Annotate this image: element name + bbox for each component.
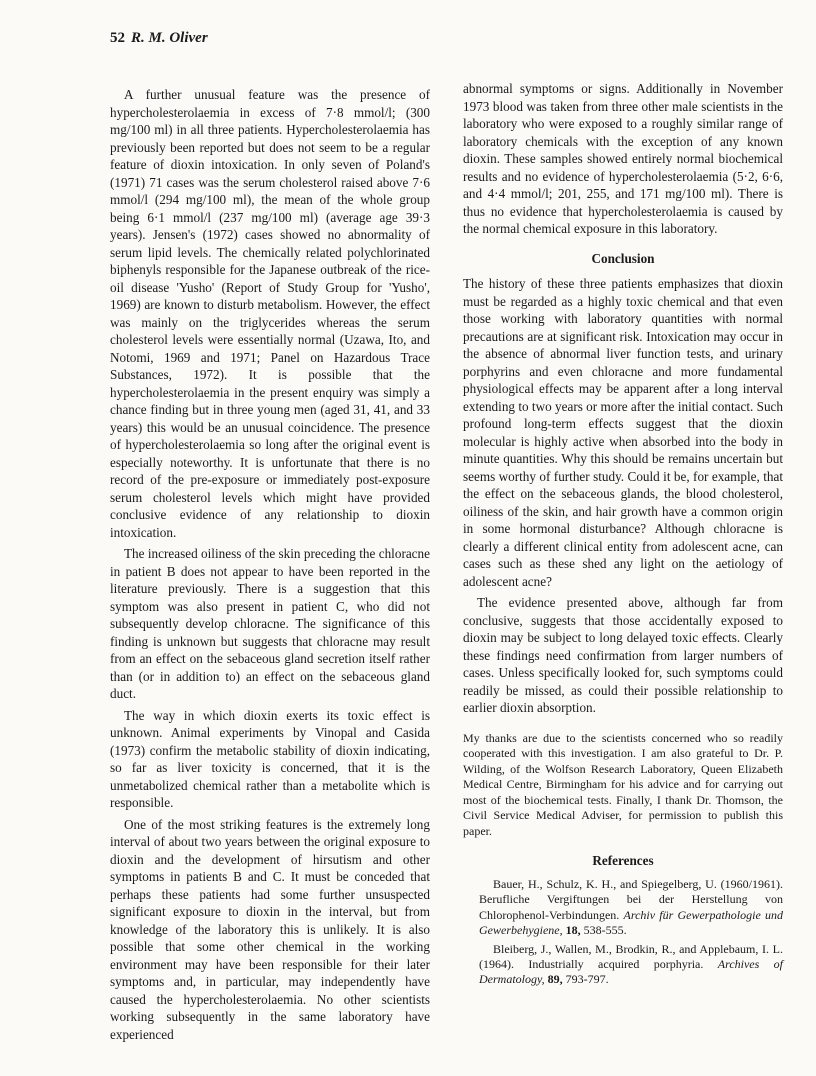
paragraph-conclusion-2: The evidence presented above, although far from conclusive, suggests that those accidentally exposed to dioxin may be subject to long delayed toxic effects. Clearly these findings need confirmation from larger numbers of cases. Unless specifically looked for, such symptoms could readily be missed, as could their possible relationship to earlier dioxin absorption. bbox=[463, 595, 783, 715]
paragraph-long-interval: One of the most striking features is the extremely long interval of about two years between the original exposure to dioxin and the development of hirsutism and other symptoms in patients B and C. It must be conceded that perhaps these patients had some further unsuspected significant exposure to dioxin in the interval, but from knowledge of the laboratory this is unlikely. It is also possible that some other chemical in the working environment may have been responsible for their later symptoms and, in particular, may independently have caused the hypercholesterolaemia. No other scientists working subsequently in the same laboratory have experienced bbox=[110, 816, 430, 1042]
paragraph-continuation: abnormal symptoms or signs. Additionally in November 1973 blood was taken from three other male scientists in the laboratory who were exposed to a roughly similar range of laboratory chemicals with the exception of any known dioxin. These samples showed entirely normal biochemical results and no evidence of hypercholesterolaemia (5·2, 6·6, and 4·4 mmol/l; 201, 255, and 171 mg/100 ml). There is thus no evidence that hypercholesterolaemia is caused by the normal chemical exposure in this laboratory. bbox=[463, 81, 783, 236]
running-head-author: R. M. Oliver bbox=[131, 30, 208, 46]
paragraph-conclusion-1: The history of these three patients emphasizes that dioxin must be regarded as a highly toxic chemical and that even those working with laboratory quantities with normal precautions are at significant risk. Intoxication may occur in the absence of abnormal liver function tests, and urinary porphyrins and even chloracne and more fundamental physiological effects may be apparent after a long interval extending to two years or more after the initial contact. Such profound long-term effects suggest that the dioxin molecular is highly active when absorbed into the body in minute quantities. Why this should be remains uncertain but seems worthy of further study. Could it be, for example, that the effect on the sebaceous glands, the blood cholesterol, oiliness of the skin, and hair growth have a common origin in some hormonal disturbance? Although chloracne is clearly a different clinical entity from adolescent acne, can cases such as these shed any light on the aetiology of adolescent acne? bbox=[463, 276, 783, 589]
conclusion-heading: Conclusion bbox=[591, 250, 655, 266]
reference-item: Bleiberg, J., Wallen, M., Brodkin, R., and Applebaum, I. L. (1964). Industrially acquired porphyria. Archives of Dermatology, 89, 793-797. bbox=[479, 941, 784, 987]
references-list bbox=[463, 877, 783, 987]
right-column bbox=[463, 80, 783, 992]
paragraph-hypercholesterolaemia: A further unusual feature was the presence of hypercholesterolaemia in excess of 7·8 mmol/l; (300 mg/100 ml) in all three patients. Hypercholesterolaemia has previously been reported but does not seem to be a regular feature of dioxin intoxication. In only seven of Poland's (1971) 71 cases was the serum cholesterol raised above 7·6 mmol/l (294 mg/100 ml), the mean of the whole group being 6·1 mmol/l (237 mg/100 ml) (average age 39·3 years). Jensen's (1972) cases showed no abnormality of serum lipid levels. The chemically related polychlorinated biphenyls responsible for the Japanese outbreak of the rice-oil disease 'Yusho' (Report of Study Group for 'Yusho', 1969) are known to disturb metabolism. However, the effect was mainly on the triglycerides whereas the serum cholesterol levels were essentially normal (Uzawa, Ito, and Notomi, 1969 and 1971; Panel on Hazardous Trace Substances, 1972). It is possible that the hypercholesterolaemia in the present enquiry was simply a chance finding but in three young men (aged 31, 41, and 33 years) this would be an unusual coincidence. The presence of hypercholesterolaemia so long after the original event is especially noteworthy. It is unfortunate that there is no record of the pre-exposure or immediately post-exposure serum cholesterol levels which might have provided conclusive evidence of any relationship to dioxin intoxication. bbox=[110, 87, 430, 540]
acknowledgement bbox=[463, 731, 783, 840]
running-head bbox=[110, 30, 208, 47]
references-heading: References bbox=[592, 852, 654, 868]
acknowledgement-text: My thanks are due to the scientists concerned who so readily cooperated with this investigation. I am also grateful to Dr. P. Wilding, of the Wolfson Research Laboratory, Queen Elizabeth Medical Centre, Birmingham for his advice and for carrying out most of the biochemical tests. Finally, I thank Dr. Thomson, the Civil Service Medical Adviser, for permission to publish this paper. bbox=[463, 730, 783, 839]
page-number: 52 bbox=[110, 30, 125, 46]
paragraph-toxic-mechanism: The way in which dioxin exerts its toxic effect is unknown. Animal experiments by Vinopal and Casida (1973) confirm the metabolic stability of dioxin indicating, so far as liver toxicity is concerned, that it is the unmetabolized chemical rather than a metabolite which is responsible. bbox=[110, 707, 430, 810]
left-column bbox=[110, 86, 430, 1047]
reference-item: Bauer, H., Schulz, K. H., and Spiegelberg, U. (1960/1961). Berufliche Vergiftungen bei der Herstellung von Chlorophenol-Verbindungen. Archiv für Gewerpathologie und Gewerbehygiene, 18, 538-555. bbox=[479, 877, 783, 937]
paragraph-skin-oiliness: The increased oiliness of the skin preceding the chloracne in patient B does not appear to have been reported in the literature previously. There is a suggestion that this symptom was also present in patient C, who did not subsequently develop chloracne. The significance of this finding is unknown but suggests that chloracne may result from an effect on the sebaceous gland secretion itself rather than (or in addition to) an effect on the sebaceous gland duct. bbox=[110, 546, 430, 701]
